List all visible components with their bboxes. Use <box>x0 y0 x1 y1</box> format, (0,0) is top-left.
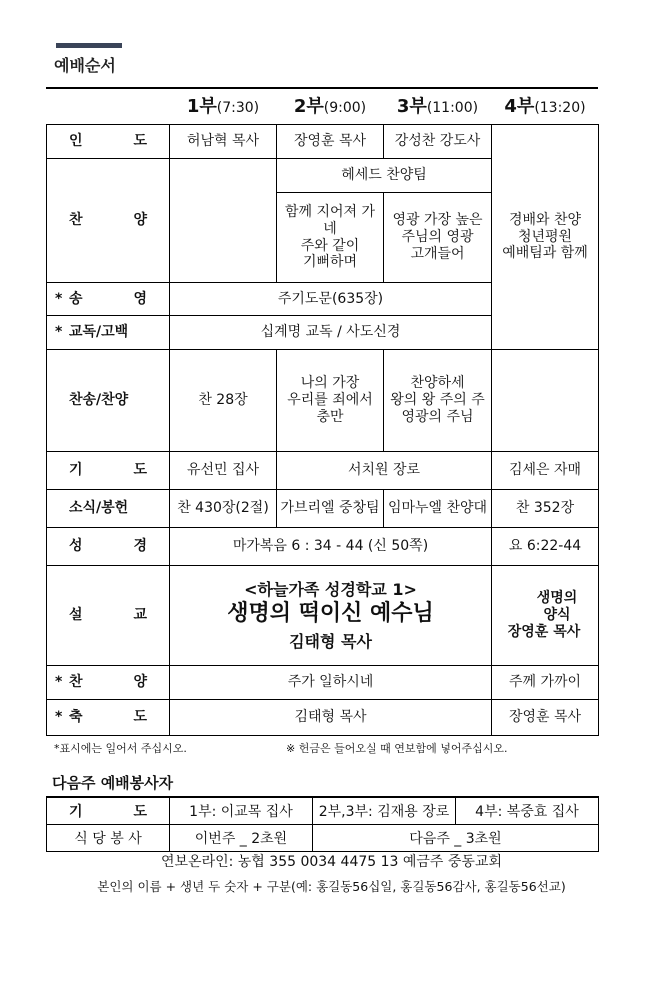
scripture-row <box>47 528 599 566</box>
benediction-value: 김태형 목사 <box>170 700 492 736</box>
closing-hymn-row <box>47 666 599 700</box>
prayer-label: 기 도 <box>47 452 170 490</box>
offering-row <box>47 490 599 528</box>
hymn2-s2-songs: 나의 가장 우리를 죄에서 충만 <box>277 350 384 452</box>
prayer-s4: 김세은 자매 <box>492 452 599 490</box>
s4-praise-cell: 경배와 찬양 청년평원 예배팀과 함께 <box>492 125 599 350</box>
intro-s3: 강성찬 강도사 <box>384 125 492 159</box>
next-kitchen-this: 이번주 _ 2초원 <box>170 825 313 852</box>
creed-label: * 교독/고백 <box>47 316 170 350</box>
benediction-s4: 장영훈 목사 <box>492 700 599 736</box>
offering-s4: 찬 352장 <box>492 490 599 528</box>
praise-label: 찬 양 <box>47 159 170 283</box>
next-prayer-1: 1부: 이교목 집사 <box>170 797 313 825</box>
offering-s1: 찬 430장(2절) <box>170 490 277 528</box>
service-4-header: 4부(13:20) <box>492 90 599 125</box>
sermon-row <box>47 566 599 666</box>
header-accent-bar <box>56 43 122 48</box>
hymn2-s1: 찬 28장 <box>170 350 277 452</box>
stand-note: *표시에는 일어서 주십시오. <box>54 742 187 755</box>
sermon-s4: 생명의 양식 장영훈 목사 <box>492 566 599 666</box>
service-1-header: 1부(7:30) <box>170 90 277 125</box>
intro-s1: 허남혁 목사 <box>170 125 277 159</box>
table-top-rule <box>46 87 598 89</box>
praise-team: 헤세드 찬양팀 <box>277 159 492 193</box>
offering-label: 소식/봉헌 <box>47 490 170 528</box>
intro-s2: 장영훈 목사 <box>277 125 384 159</box>
benediction-label: * 축 도 <box>47 700 170 736</box>
doxology-label: * 송 영 <box>47 283 170 316</box>
service-3-header: 3부(11:00) <box>384 90 492 125</box>
praise-s1-empty <box>170 159 277 283</box>
offering-note: ※ 헌금은 들어오실 때 연보함에 넣어주십시오. <box>286 742 508 755</box>
sermon-main <box>170 566 492 666</box>
prayer-s23: 서치원 장로 <box>277 452 492 490</box>
offering-s3: 임마누엘 찬양대 <box>384 490 492 528</box>
scripture-label: 성 경 <box>47 528 170 566</box>
offering-s2: 가브리엘 중창팀 <box>277 490 384 528</box>
next-prayer-4: 4부: 복중효 집사 <box>456 797 599 825</box>
hymn2-label: 찬송/찬양 <box>47 350 170 452</box>
intro-row <box>47 125 599 159</box>
sermon-label: 설 교 <box>47 566 170 666</box>
page-title: 예배순서 <box>54 56 116 75</box>
sermon-series: <하늘가족 성경학교 1> <box>244 580 417 600</box>
header-blank <box>47 90 170 125</box>
hymn2-row <box>47 350 599 452</box>
closing-hymn-label: * 찬 양 <box>47 666 170 700</box>
sermon-preacher: 김태형 목사 <box>289 631 372 651</box>
next-prayer-label: 기 도 <box>47 797 170 825</box>
service-header-row <box>47 90 599 125</box>
doxology-value: 주기도문(635장) <box>170 283 492 316</box>
service-order-table <box>46 90 599 736</box>
creed-value: 십계명 교독 / 사도신경 <box>170 316 492 350</box>
closing-hymn-value: 주가 일하시네 <box>170 666 492 700</box>
scripture-s4: 요 6:22-44 <box>492 528 599 566</box>
next-kitchen-next: 다음주 _ 3초원 <box>313 825 599 852</box>
prayer-row <box>47 452 599 490</box>
closing-hymn-s4: 주께 가까이 <box>492 666 599 700</box>
online-offering-account: 연보온라인: 농협 355 0034 4475 13 예금주 중동교회 <box>161 854 502 870</box>
benediction-row <box>47 700 599 736</box>
service-2-header: 2부(9:00) <box>277 90 384 125</box>
intro-label: 인 도 <box>47 125 170 159</box>
next-kitchen-row <box>47 825 599 852</box>
hymn2-s4-empty <box>492 350 599 452</box>
next-kitchen-label: 식 당 봉 사 <box>47 825 170 852</box>
praise-s2-songs: 함께 지어져 가네 주와 같이 기뻐하며 <box>277 193 384 283</box>
next-prayer-23: 2부,3부: 김재용 장로 <box>313 797 456 825</box>
next-week-title: 다음주 예배봉사자 <box>52 774 174 792</box>
praise-s3-songs: 영광 가장 높은 주님의 영광 고개들어 <box>384 193 492 283</box>
prayer-s1: 유선민 집사 <box>170 452 277 490</box>
sermon-title: 생명의 떡이신 예수님 <box>227 601 434 627</box>
next-prayer-row <box>47 797 599 825</box>
hymn2-s3-songs: 찬양하세 왕의 왕 주의 주 영광의 주님 <box>384 350 492 452</box>
next-week-table <box>46 796 599 852</box>
online-offering-instructions: 본인의 이름 + 생년 두 숫자 + 구분(예: 홍길동56십일, 홍길동56감사, 홍길동56선교) <box>97 879 566 894</box>
scripture-value: 마가복음 6 : 34 - 44 (신 50쪽) <box>170 528 492 566</box>
